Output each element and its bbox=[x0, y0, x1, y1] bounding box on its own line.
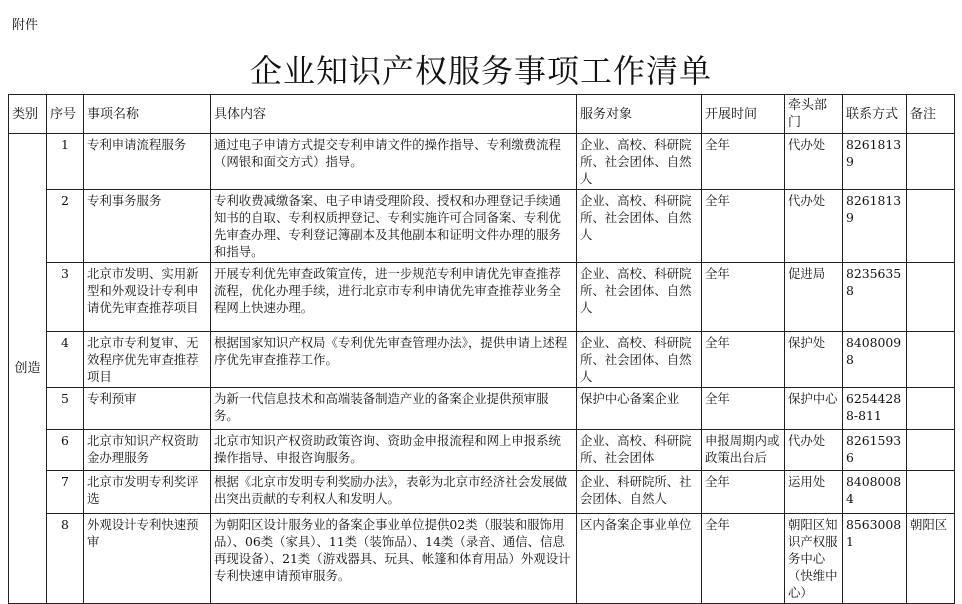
header-number: 序号 bbox=[47, 95, 84, 134]
item-name: 北京市发明专利奖评选 bbox=[84, 471, 211, 514]
item-content: 北京市知识产权资助政策咨询、资助金申报流程和网上申报系统操作指导、申报咨询服务。 bbox=[211, 430, 577, 471]
item-target: 企业、高校、科研院所、社会团体、自然人 bbox=[577, 332, 702, 388]
item-name: 专利事务服务 bbox=[84, 190, 211, 263]
table-row bbox=[9, 388, 955, 430]
category-cell: 创造 bbox=[9, 134, 47, 604]
header-department: 牵头部门 bbox=[785, 95, 843, 134]
item-contact: 62544288-811 bbox=[843, 388, 907, 430]
item-note bbox=[907, 388, 955, 430]
item-department: 运用处 bbox=[785, 471, 843, 514]
item-note bbox=[907, 134, 955, 190]
row-number: 5 bbox=[47, 388, 84, 430]
table-row bbox=[9, 134, 955, 190]
service-list-table bbox=[8, 94, 955, 604]
item-note bbox=[907, 190, 955, 263]
item-name: 北京市发明、实用新型和外观设计专利申请优先审查推荐项目 bbox=[84, 263, 211, 332]
attachment-label: 附件 bbox=[12, 18, 39, 33]
row-number: 1 bbox=[47, 134, 84, 190]
item-target: 企业、高校、科研院所、社会团体、自然人 bbox=[577, 134, 702, 190]
header-item-name: 事项名称 bbox=[84, 95, 211, 134]
item-content: 根据国家知识产权局《专利优先审查管理办法》，提供申请上述程序优先审查推荐工作。 bbox=[211, 332, 577, 388]
row-number: 8 bbox=[47, 514, 84, 604]
item-department: 保护处 bbox=[785, 332, 843, 388]
header-note: 备注 bbox=[907, 95, 955, 134]
item-time: 全年 bbox=[702, 263, 785, 332]
item-content: 开展专利优先审查政策宣传，进一步规范专利申请优先审查推荐流程，优化办理手续，进行北京市专利申请优先审查推荐业务全程网上快速办理。 bbox=[211, 263, 577, 332]
item-time: 全年 bbox=[702, 190, 785, 263]
header-content: 具体内容 bbox=[211, 95, 577, 134]
item-content: 通过电子申请方式提交专利申请文件的操作指导、专利缴费流程（网银和面交方式）指导。 bbox=[211, 134, 577, 190]
item-note bbox=[907, 430, 955, 471]
item-contact: 82356358 bbox=[843, 263, 907, 332]
item-contact: 82618139 bbox=[843, 134, 907, 190]
item-time: 全年 bbox=[702, 332, 785, 388]
item-time: 申报周期内或政策出台后 bbox=[702, 430, 785, 471]
table-row bbox=[9, 514, 955, 604]
table-row bbox=[9, 332, 955, 388]
table-header-row bbox=[9, 95, 955, 134]
item-time: 全年 bbox=[702, 134, 785, 190]
table-row bbox=[9, 430, 955, 471]
table-row bbox=[9, 263, 955, 332]
item-note bbox=[907, 332, 955, 388]
item-content: 为朝阳区设计服务业的备案企事业单位提供02类（服装和服饰用品）、06类（家具）、11类（装饰品）、14类（录音、通信、信息再现设备）、21类（游戏器具、玩具、帐篷和体育用品）外观设计专利快速申请预审服务。 bbox=[211, 514, 577, 604]
item-department: 代办处 bbox=[785, 134, 843, 190]
item-time: 全年 bbox=[702, 471, 785, 514]
item-target: 企业、高校、科研院所、社会团体 bbox=[577, 430, 702, 471]
item-target: 保护中心备案企业 bbox=[577, 388, 702, 430]
row-number: 3 bbox=[47, 263, 84, 332]
header-target: 服务对象 bbox=[577, 95, 702, 134]
item-target: 企业、科研院所、社会团体、自然人 bbox=[577, 471, 702, 514]
item-contact: 85630081 bbox=[843, 514, 907, 604]
item-name: 北京市专利复审、无效程序优先审查推荐项目 bbox=[84, 332, 211, 388]
item-name: 北京市知识产权资助金办理服务 bbox=[84, 430, 211, 471]
table-row bbox=[9, 471, 955, 514]
row-number: 4 bbox=[47, 332, 84, 388]
item-department: 促进局 bbox=[785, 263, 843, 332]
item-time: 全年 bbox=[702, 514, 785, 604]
item-target: 区内备案企事业单位 bbox=[577, 514, 702, 604]
item-time: 全年 bbox=[702, 388, 785, 430]
item-department: 朝阳区知识产权服务中心（快维中心） bbox=[785, 514, 843, 604]
item-department: 代办处 bbox=[785, 190, 843, 263]
item-contact: 84080084 bbox=[843, 471, 907, 514]
item-note: 朝阳区 bbox=[907, 514, 955, 604]
item-content: 根据《北京市发明专利奖励办法》，表彰为北京市经济社会发展做出突出贡献的专利权人和发明人。 bbox=[211, 471, 577, 514]
item-name: 专利预审 bbox=[84, 388, 211, 430]
row-number: 7 bbox=[47, 471, 84, 514]
row-number: 6 bbox=[47, 430, 84, 471]
item-department: 代办处 bbox=[785, 430, 843, 471]
item-content: 专利收费减缴备案、电子申请受理阶段、授权和办理登记手续通知书的自取、专利权质押登记、专利实施许可合同备案、专利优先审查办理、专利登记簿副本及其他副本和证明文件办理的服务和指导。 bbox=[211, 190, 577, 263]
row-number: 2 bbox=[47, 190, 84, 263]
header-time: 开展时间 bbox=[702, 95, 785, 134]
item-contact: 84080098 bbox=[843, 332, 907, 388]
item-contact: 82618139 bbox=[843, 190, 907, 263]
item-target: 企业、高校、科研院所、社会团体、自然人 bbox=[577, 263, 702, 332]
item-name: 外观设计专利快速预审 bbox=[84, 514, 211, 604]
item-target: 企业、高校、科研院所、社会团体、自然人 bbox=[577, 190, 702, 263]
header-contact: 联系方式 bbox=[843, 95, 907, 134]
item-note bbox=[907, 471, 955, 514]
item-content: 为新一代信息技术和高端装备制造产业的备案企业提供预审服务。 bbox=[211, 388, 577, 430]
item-name: 专利申请流程服务 bbox=[84, 134, 211, 190]
item-department: 保护中心 bbox=[785, 388, 843, 430]
item-note bbox=[907, 263, 955, 332]
item-contact: 82615936 bbox=[843, 430, 907, 471]
header-category: 类别 bbox=[9, 95, 47, 134]
table-row bbox=[9, 190, 955, 263]
page-title: 企业知识产权服务事项工作清单 bbox=[249, 52, 712, 90]
